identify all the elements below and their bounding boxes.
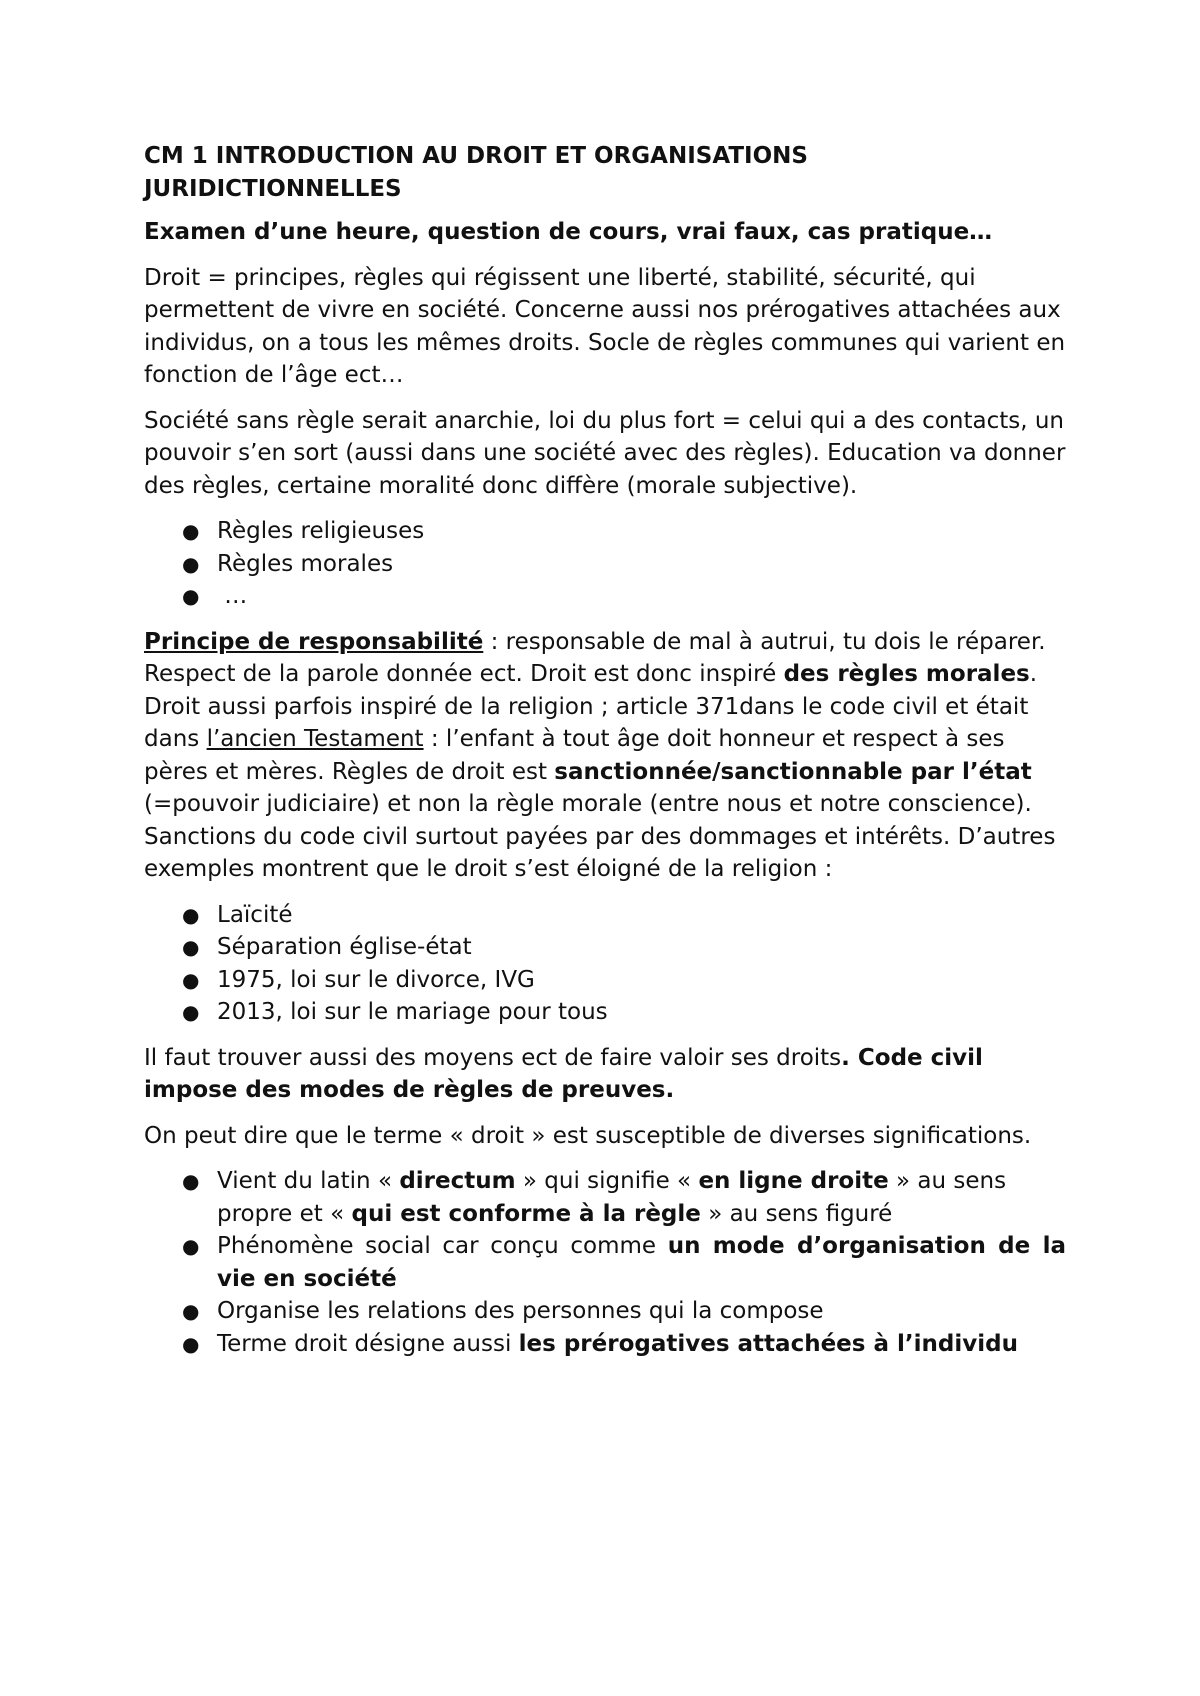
principe-responsabilite-heading: Principe de responsabilité	[144, 628, 484, 655]
list-significations-droit	[144, 1165, 1066, 1360]
bullet-icon: ●	[182, 1000, 200, 1024]
bullet-icon: ●	[182, 1169, 200, 1193]
bullet-icon: ●	[182, 584, 200, 608]
paragraph-principe-responsabilite: Principe de responsabilité : responsable de mal à autrui, tu dois le réparer. Respect de la parole donnée ect. Droit est donc inspiré des règles morales. Droit aussi parfois inspiré de la religion ; article 371dans le code civil et était dans l’ancien Testament : l’enfant à tout âge doit honneur et respect à ses pères et mères. Règles de droit est sanctionnée/sanctionnable par l’état (=pouvoir judiciaire) et non la règle morale (entre nous et notre conscience). Sanctions du code civil surtout payées par des dommages et intérêts. D’autres exemples montrent que le droit s’est éloigné de la religion :	[144, 628, 1056, 882]
paragraph-moyens-preuves: Il faut trouver aussi des moyens ect de faire valoir ses droits. Code civil impose des modes de règles de preuves.	[144, 1044, 983, 1103]
paragraph-droit-definition: Droit = principes, règles qui régissent une liberté, stabilité, sécurité, qui permettent de vivre en société. Concerne aussi nos prérogatives attachées aux individus, on a tous les mêmes droits. Socle de règles communes qui varient en fonction de l’âge ect…	[144, 264, 1066, 388]
list-item: ● Règles religieuses	[217, 515, 1066, 548]
list-item: ● 2013, loi sur le mariage pour tous	[217, 996, 1066, 1029]
list-item: ● 1975, loi sur le divorce, IVG	[217, 964, 1066, 997]
exam-info: Examen d’une heure, question de cours, vrai faux, cas pratique…	[144, 219, 993, 245]
bullet-icon: ●	[182, 1331, 200, 1356]
paragraph-significations: On peut dire que le terme « droit » est susceptible de diverses significations.	[144, 1122, 1032, 1149]
bullet-icon: ●	[182, 902, 200, 927]
bullet-icon: ●	[182, 967, 200, 992]
list-item: ● Séparation église-état	[217, 931, 1066, 964]
paragraph-societe-sans-regle: Société sans règle serait anarchie, loi du plus fort = celui qui a des contacts, un pouvoir s’en sort (aussi dans une société avec des règles). Education va donner des règles, certaine moralité donc diffère (morale subjective).	[144, 407, 1066, 499]
list-item: ● Laïcité	[217, 899, 1066, 932]
list-item: ● Terme droit désigne aussi les prérogatives attachées à l’individu	[217, 1328, 1066, 1361]
bullet-icon: ●	[182, 935, 200, 959]
document-content	[144, 140, 1066, 1373]
list-exemples-laicite	[144, 899, 1066, 1029]
document-title: CM 1 INTRODUCTION AU DROIT ET ORGANISATIONS JURIDICTIONNELLES	[144, 143, 808, 202]
list-item: ● Vient du latin « directum » qui signifie « en ligne droite » au sens propre et « qui est conforme à la règle » au sens figuré	[217, 1165, 1066, 1230]
ancien-testament-underlined: l’ancien Testament	[206, 726, 424, 752]
bullet-icon: ●	[182, 1234, 200, 1258]
list-item: ● …	[217, 580, 1066, 613]
bullet-icon: ●	[182, 1299, 200, 1323]
list-item: ● Organise les relations des personnes qui la compose	[217, 1295, 1066, 1328]
list-types-de-regles	[144, 515, 1066, 613]
list-item: ● Phénomène social car conçu comme un mode d’organisation de la vie en société	[217, 1230, 1066, 1295]
list-item: ● Règles morales	[217, 548, 1066, 581]
bullet-icon: ●	[182, 519, 200, 543]
bullet-icon: ●	[182, 551, 200, 576]
